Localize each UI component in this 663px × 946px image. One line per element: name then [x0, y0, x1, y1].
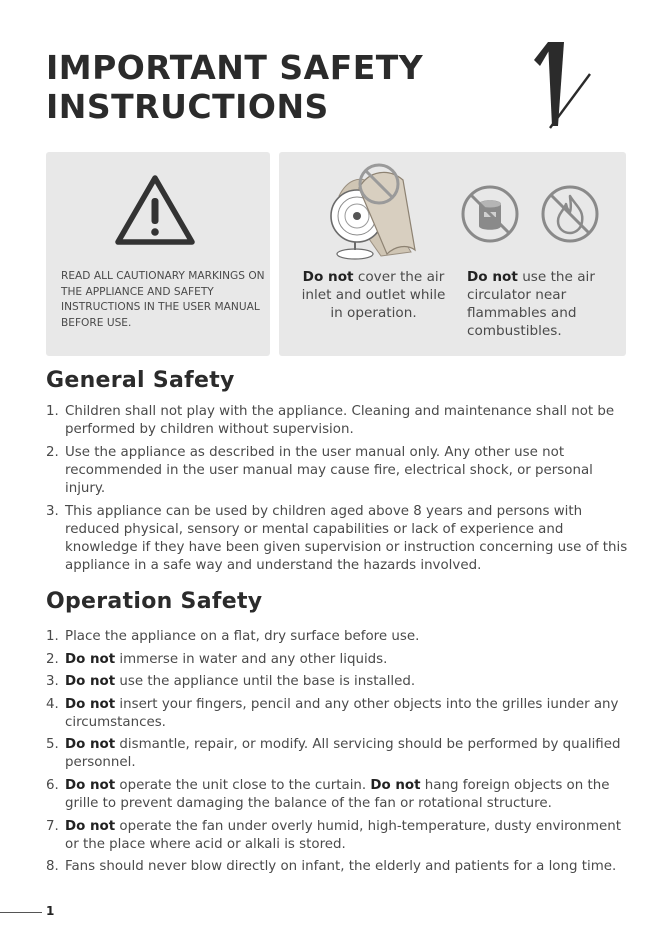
item-text: Children shall not play with the appliance. Cleaning and maintenance shall not be performed by children without supervision. [65, 404, 615, 437]
chapter-number-graphic [530, 34, 596, 130]
warning-panel [46, 152, 270, 356]
item-text: Fans should never blow directly on infant, the elderly and patients for a long time. [65, 859, 617, 875]
item-text: Place the appliance on a flat, dry surface before use. [65, 629, 420, 644]
no-flammable-liquids-icon [460, 184, 520, 244]
do-not-label: Do not [65, 818, 116, 834]
list-item [46, 673, 636, 691]
item-number: 8. [46, 859, 59, 875]
list-item [46, 651, 636, 669]
do-not-label: Do not [65, 777, 116, 793]
item-text: This appliance can be used by children aged above 8 years and persons with reduced physical, sensory or mental capabilities or lack of experience and knowledge if they have been given supervision or instruction concerning use of this appliance in a safe way and understand the hazards involved. [65, 504, 628, 573]
footer-rule [0, 912, 42, 913]
no-flammables-caption [467, 268, 617, 340]
page-number: 1 [46, 904, 55, 918]
do-not-label: Do not [65, 674, 116, 690]
item-text: Use the appliance as described in the user manual only. Any other use not recommended in the user manual may cause fire, electrical shock, or personal injury. [65, 445, 593, 496]
operation-safety-heading: Operation Safety [46, 589, 263, 614]
item-text: dismantle, repair, or modify. All servicing should be performed by qualified personnel. [65, 737, 621, 771]
list-item [46, 503, 636, 575]
item-text: insert your fingers, pencil and any other objects into the grilles iunder any circumstances. [65, 696, 619, 730]
list-item [46, 818, 636, 854]
do-not-label: Do not [65, 651, 116, 667]
list-item [46, 628, 636, 646]
do-not-label: Do not [65, 737, 116, 753]
item-number: 4. [46, 696, 59, 712]
item-text: use the appliance until the base is installed. [115, 674, 416, 690]
item-text: operate the unit close to the curtain. [115, 777, 371, 793]
caption-text: use the air circulator near flammables and combustibles. [467, 269, 595, 339]
item-number: 3. [46, 674, 59, 690]
caption-do-not: Do not [302, 269, 354, 285]
list-item [46, 777, 636, 813]
do-not-cover-caption [301, 268, 446, 322]
no-fire-icon [540, 184, 600, 244]
list-item [46, 403, 636, 439]
item-text: immerse in water and any other liquids. [115, 651, 388, 667]
item-text: operate the fan under overly humid, high-temperature, dusty environment or the place where acid or alkali is stored. [65, 818, 622, 852]
general-safety-heading: General Safety [46, 368, 235, 393]
list-item [46, 444, 636, 498]
do-not-label: Do not [370, 777, 421, 793]
caption-text: cover the air inlet and outlet while in operation. [301, 269, 446, 321]
item-number: 5. [46, 737, 59, 753]
page-title-line-1: IMPORTANT SAFETY [46, 48, 424, 87]
do-not-cover-fan-icon [319, 158, 429, 266]
item-text: hang foreign objects on the grille to prevent damaging the balance of the fan or rotational structure. [65, 777, 610, 811]
pictogram-panel [279, 152, 626, 356]
item-number: 2. [46, 445, 59, 460]
page-title [46, 48, 423, 126]
item-number: 3. [46, 504, 59, 519]
do-not-label: Do not [65, 696, 116, 712]
item-number: 7. [46, 818, 59, 834]
caption-do-not: Do not [467, 269, 518, 285]
item-number: 2. [46, 651, 59, 667]
general-safety-list [46, 403, 636, 580]
page-title-line-2: INSTRUCTIONS [46, 87, 329, 126]
list-item [46, 858, 636, 876]
item-number: 6. [46, 777, 59, 793]
item-number: 1. [46, 629, 59, 644]
caution-text: READ ALL CAUTIONARY MARKINGS ON THE APPLIANCE AND SAFETY INSTRUCTIONS IN THE USER MANUAL BEFORE USE. [61, 270, 265, 329]
list-item [46, 736, 636, 772]
operation-safety-list [46, 628, 636, 881]
list-item [46, 696, 636, 732]
warning-triangle-icon [112, 172, 198, 248]
item-number: 1. [46, 404, 59, 419]
